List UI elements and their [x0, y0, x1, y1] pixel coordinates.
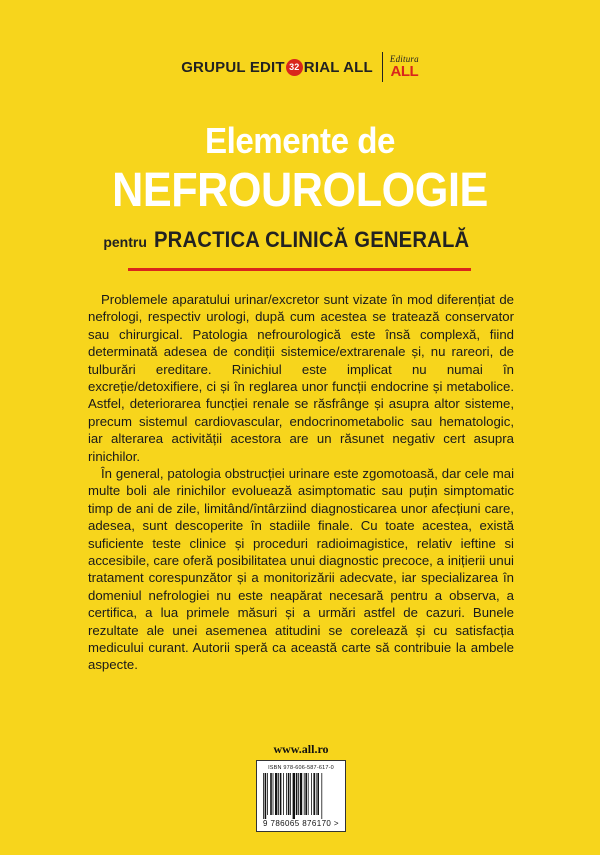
subtitle-main: PRACTICA CLINICĂ GENERALĂ [153, 227, 470, 252]
publisher-logo-main: ALL [390, 63, 419, 80]
description-paragraph-2: În general, patologia obstrucției urinare este zgomotoasă, dar cele mai multe boli ale rinichilor evoluează asimptomatic sau puțin simptomatic timp de ani de zile, limitând/întârziind diagnosticarea unor afecțiuni care, adesea, sunt descoperite în stadiile finale. Cu toate acestea, există suficiente teste clinice și proceduri radioimagistice, relativ ieftine si accesibile, care oferă posibilitatea unui diagnostic precoce, a inițierii unui tratament corespunzător și a monitorizării adecvate, iar specializarea în domeniul nefrologiei nu este neapărat necesară pentru a observa, a certifica, a lua primele măsuri și a urmări astfel de cazuri. Bunele rezultate ale unei asemenea atitudini se corelează și cu satisfacția medicului curant. Autorii speră ca această carte să contribuie la ambele aspecte. [88, 466, 514, 673]
subtitle-prefix: pentru [103, 234, 147, 250]
publisher-name-right: RIAL ALL [303, 58, 373, 76]
publisher-divider [382, 52, 383, 82]
description-paragraph-1: Problemele aparatului urinar/excretor sunt vizate în mod diferențiat de nefrologi, respectiv urologi, după cum acestea se tratează conservator sau chirurgical. Patologia nefrourologică este însă complexă, fiind determinată adesea de condiții sistemice/extrarenale și, nu rareori, de tulburări ereditare. Rinichiul este implicat nu numai în excreție/detoxifiere, ci și în reglarea unor funcții endocrine și metabolice. Astfel, deteriorarea funcției renale se răsfrânge și asupra altor sisteme, precum sistemul cardiovascular, endocrinometabolic sau hematologic, iar alterarea activității acestora are un răsunet negativ cert asupra rinichilor. [88, 292, 514, 464]
publisher-logo [390, 55, 419, 79]
barcode-icon [263, 773, 339, 819]
barcode-box [256, 760, 346, 832]
barcode-digits: 9 786065 876170 > [263, 819, 339, 828]
title-underline [128, 268, 471, 271]
publisher-logo-top: Editura [389, 54, 419, 64]
publisher-badge: 32 [286, 59, 303, 76]
book-title-line1: Elemente de [204, 120, 396, 161]
publisher-website: www.all.ro [273, 742, 329, 756]
publisher-header [0, 52, 600, 82]
isbn-text: ISBN 978-606-587-617-0 [268, 765, 334, 771]
book-subtitle [0, 227, 600, 253]
publisher-name-left: GRUPUL EDIT [181, 58, 285, 76]
book-title-line2: NEFROUROLOGIE [112, 164, 488, 217]
